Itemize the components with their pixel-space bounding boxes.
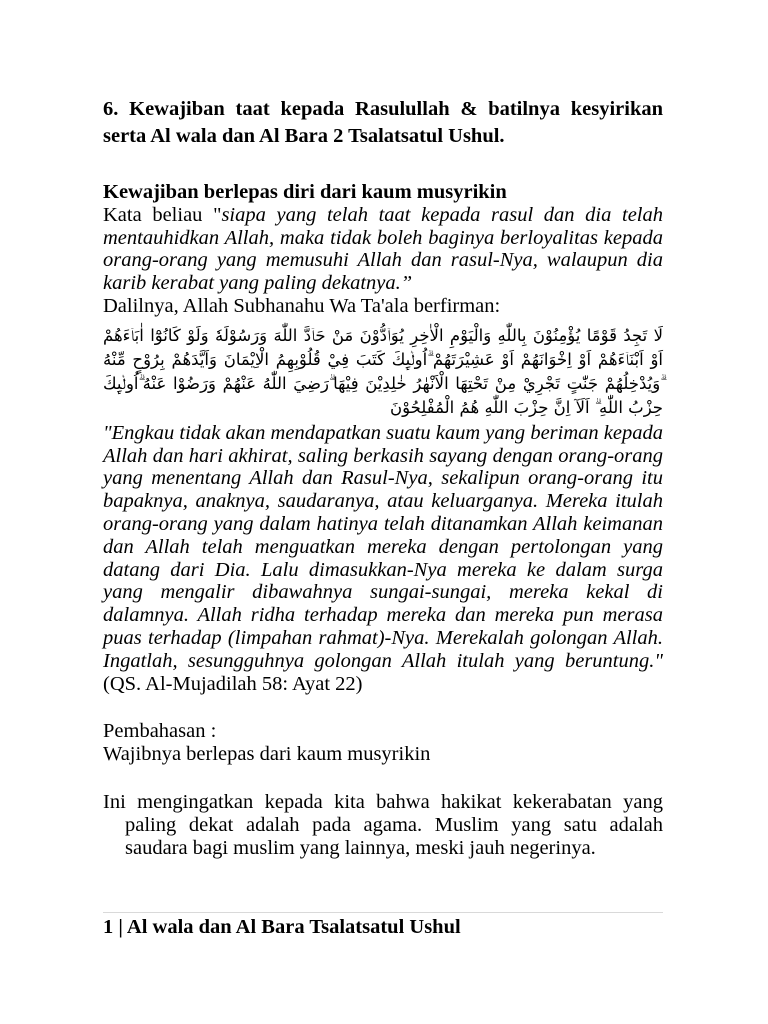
intro-prefix: Kata beliau " — [103, 203, 222, 226]
evidence-intro: Dalilnya, Allah Subhanahu Wa Ta'ala berfirman: — [103, 294, 501, 317]
document-page — [103, 96, 663, 859]
section-subheading: Kewajiban berlepas diri dari kaum musyrikin — [103, 181, 507, 203]
spacer — [103, 695, 663, 720]
footer-divider — [103, 912, 663, 913]
verse-translation — [103, 422, 663, 696]
chapter-heading: 6. Kewajiban taat kepada Rasulullah & batilnya kesyirikan serta Al wala dan Al Bara 2 Tsalatsatul Ushul. — [103, 98, 663, 147]
intro-paragraph — [103, 204, 663, 295]
intro-quote: siapa yang telah taat kepada rasul dan dia telah mentauhidkan Allah, maka tidak boleh baginya berloyalitas kepada orang-orang yang memusuhi Allah dan rasul-Nya, walaupun dia karib kerabat yang paling dekatnya.” — [103, 203, 663, 295]
discussion-label: Pembahasan : — [103, 720, 217, 743]
discussion-body: Ini mengingatkan kepada kita bahwa hakikat kekerabatan yang paling dekat adalah pada agama. Muslim yang satu adalah saudara bagi muslim yang lainnya, meski jauh negerinya. — [103, 790, 663, 859]
spacer — [103, 150, 663, 181]
translation-text: "Engkau tidak akan mendapatkan suatu kaum yang beriman kepada Allah dan hari akhirat, saling berkasih sayang dengan orang-orang yang menentang Allah dan Rasul-Nya, sekalipun orang-orang itu bapaknya, anaknya, saudaranya, atau keluarganya. Mereka itulah orang-orang yang dalam hatinya telah ditanamkan Allah keimanan dan Allah telah menguatkan mereka dengan pertolongan yang datang dari Dia. Lalu dimasukkan-Nya mereka ke dalam surga yang mengalir dibawahnya sungai-sungai, mereka kekal di dalamnya. Allah ridha terhadap mereka dan mereka pun merasa puas terhadap (limpahan rahmat)-Nya. Merekalah golongan Allah. Ingatlah, sesungguhnya golongan Allah itulah yang beruntung." — [103, 421, 663, 672]
discussion-topic: Wajibnya berlepas dari kaum musyrikin — [103, 743, 431, 766]
spacer — [103, 766, 663, 791]
arabic-verse: لَا تَجِدُ قَوْمًا يُؤْمِنُوْنَ بِاللّٰهِ وَالْيَوْمِ الْاٰخِرِ يُوَاۤدُّوْنَ مَنْ حَاۤدَّ اللّٰهَ وَرَسُوْلَهٗ وَلَوْ كَانُوْٓا اٰبَاۤءَهُمْ اَوْ اَبْنَاۤءَهُمْ اَوْ اِخْوَانَهُمْ اَوْ عَشِيْرَتَهُمْ ۗاُولٰۤىِٕكَ كَتَبَ فِيْ قُلُوْبِهِمُ الْاِيْمَانَ وَاَيَّدَهُمْ بِرُوْحٍ مِّنْهُ ۗوَيُدْخِلُهُمْ جَنّٰتٍ تَجْرِيْ مِنْ تَحْتِهَا الْاَنْهٰرُ خٰلِدِيْنَ فِيْهَا ۗرَضِيَ اللّٰهُ عَنْهُمْ وَرَضُوْا عَنْهُ ۗاُولٰۤىِٕكَ حِزْبُ اللّٰهِ ۗ اَلَآ اِنَّ حِزْبَ اللّٰهِ هُمُ الْمُفْلِحُوْنَ — [103, 325, 663, 417]
translation-reference: (QS. Al-Mujadilah 58: Ayat 22) — [103, 672, 363, 695]
page-footer: 1 | Al wala dan Al Bara Tsalatsatul Ushul — [103, 916, 461, 938]
